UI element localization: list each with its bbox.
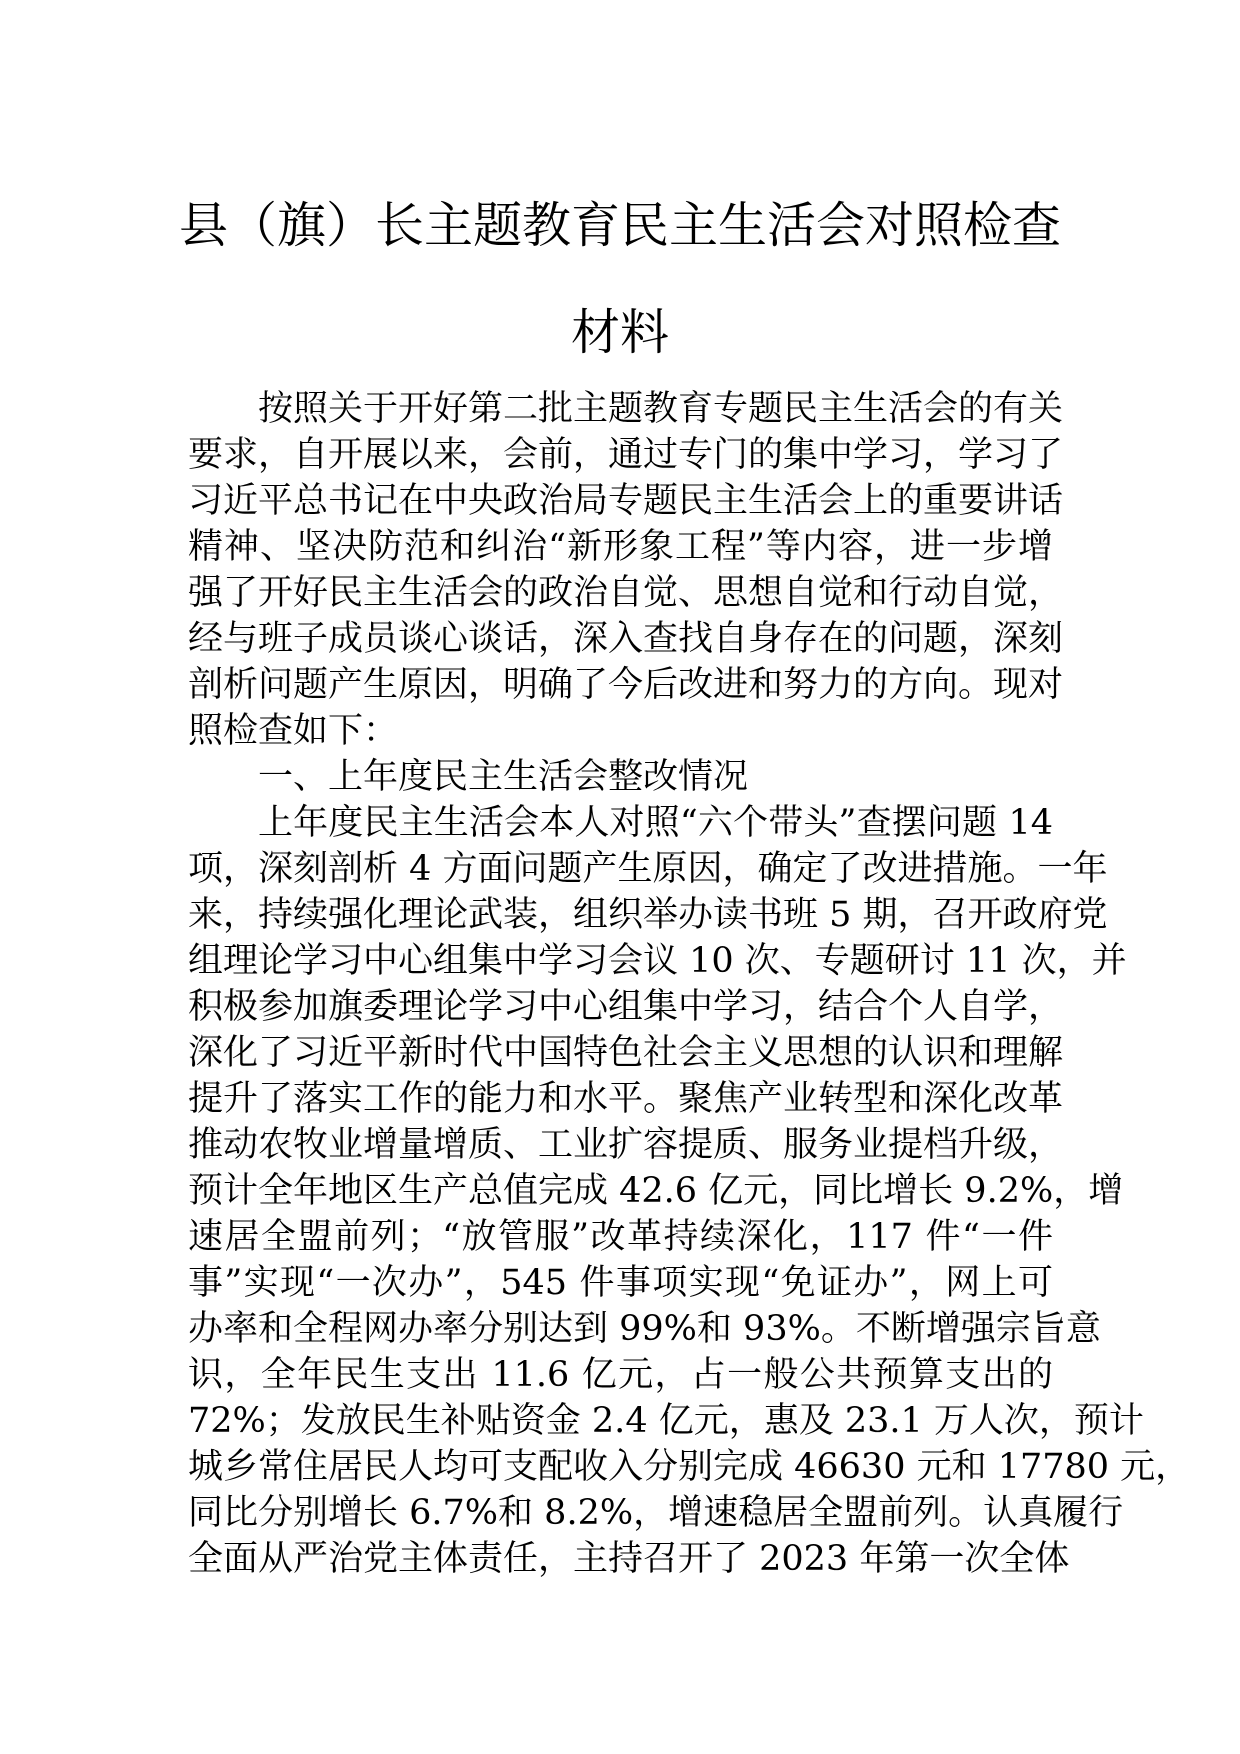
paragraph-2-line-4: 组理论学习中心组集中学习会议 10 次、专题研讨 11 次，并 [188,941,1127,981]
paragraph-1-line-4: 精神、坚决防范和纠治“新形象工程”等内容，进一步增 [188,527,1053,567]
paragraph-1-line-6: 经与班子成员谈心谈话，深入查找自身存在的问题，深刻 [188,619,1064,659]
paragraph-2-line-17: 全面从严治党主体责任，主持召开了 2023 年第一次全体 [188,1539,1070,1579]
paragraph-2-line-1: 上年度民主生活会本人对照“六个带头”查摆问题 14 [258,803,1053,843]
paragraph-1-line-1: 按照关于开好第二批主题教育专题民主生活会的有关 [258,389,1064,429]
paragraph-2-line-14: 72%；发放民生补贴资金 2.4 亿元，惠及 23.1 万人次，预计 [188,1401,1144,1441]
paragraph-2-line-11: 事”实现“一次办”，545 件事项实现“免证办”，网上可 [188,1263,1053,1303]
paragraph-1-line-2: 要求，自开展以来，会前，通过专门的集中学习，学习了 [188,435,1064,475]
paragraph-2-line-7: 提升了落实工作的能力和水平。聚焦产业转型和深化改革 [188,1079,1064,1119]
document-title-line-1: 县（旗）长主题教育民主生活会对照检查 [178,197,1061,254]
paragraph-2-line-9: 预计全年地区生产总值完成 42.6 亿元，同比增长 9.2%，增 [188,1171,1124,1211]
section-1-heading: 一、上年度民主生活会整改情况 [258,757,749,797]
paragraph-1-line-5: 强了开好民主生活会的政治自觉、思想自觉和行动自觉， [188,573,1064,613]
paragraph-2-line-15: 城乡常住居民人均可支配收入分别完成 46630 元和 17780 元， [188,1447,1191,1487]
paragraph-1-line-7: 剖析问题产生原因，明确了今后改进和努力的方向。现对 [188,665,1064,705]
paragraph-2-line-12: 办率和全程网办率分别达到 99%和 93%。不断增强宗旨意 [188,1309,1101,1349]
paragraph-2-line-16: 同比分别增长 6.7%和 8.2%，增速稳居全盟前列。认真履行 [188,1493,1124,1533]
document-title-line-2: 材料 [570,304,669,361]
paragraph-1-line-8: 照检查如下： [188,711,399,751]
paragraph-2-line-13: 识，全年民生支出 11.6 亿元，占一般公共预算支出的 [188,1355,1053,1395]
paragraph-2-line-8: 推动农牧业增量增质、工业扩容提质、服务业提档升级， [188,1125,1064,1165]
paragraph-2-line-6: 深化了习近平新时代中国特色社会主义思想的认识和理解 [188,1033,1064,1073]
paragraph-2-line-5: 积极参加旗委理论学习中心组集中学习，结合个人自学， [188,987,1064,1027]
paragraph-2-line-3: 来，持续强化理论武装，组织举办读书班 5 期，召开政府党 [188,895,1108,935]
paragraph-2-line-2: 项，深刻剖析 4 方面问题产生原因，确定了改进措施。一年 [188,849,1108,889]
paragraph-2-line-10: 速居全盟前列；“放管服”改革持续深化，117 件“一件 [188,1217,1053,1257]
paragraph-1-line-3: 习近平总书记在中央政治局专题民主生活会上的重要讲话 [188,481,1064,521]
